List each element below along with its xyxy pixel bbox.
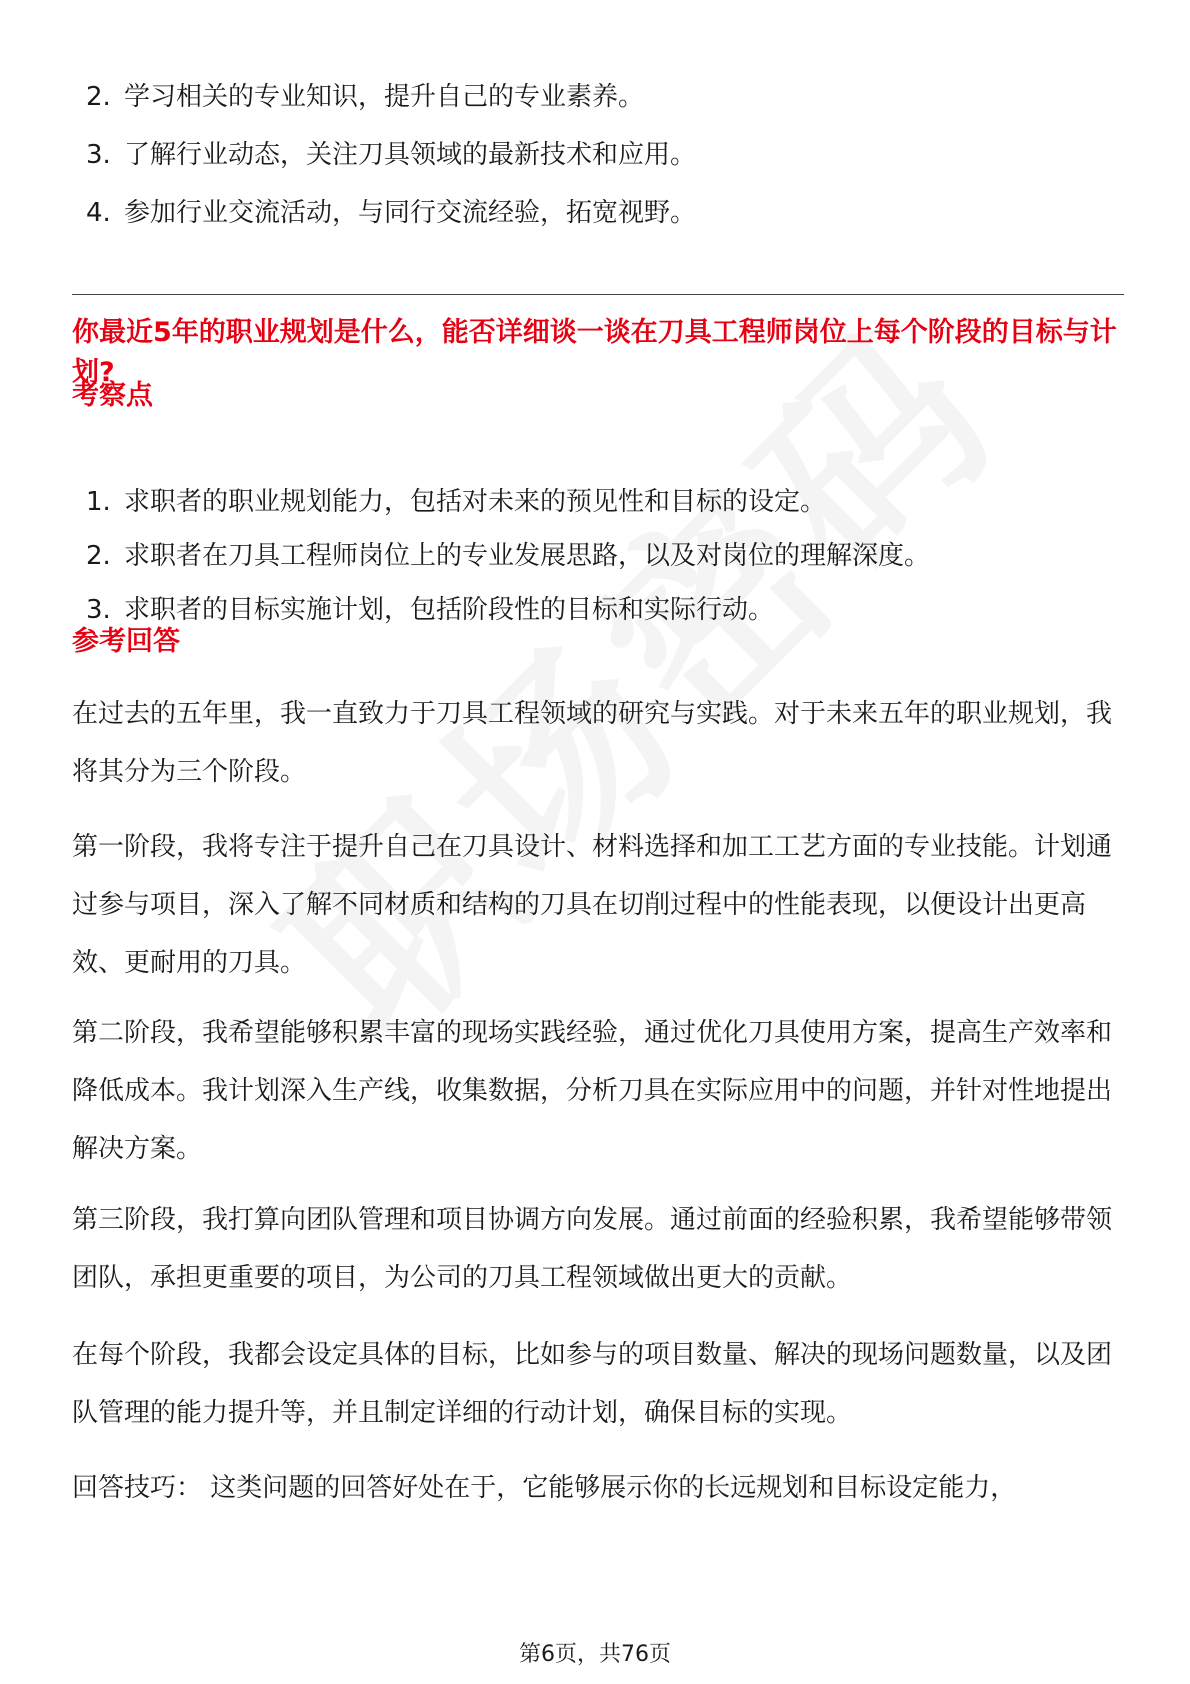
list-number: 2. [86, 82, 111, 112]
list-number: 3. [86, 595, 111, 625]
answer-paragraph: 在每个阶段，我都会设定具体的目标，比如参与的项目数量、解决的现场问题数量，以及团队管理的能力提升等，并且制定详细的行动计划，确保目标的实现。 [72, 1340, 1113, 1428]
list-number: 3. [86, 140, 111, 170]
list-text: 求职者的目标实施计划，包括阶段性的目标和实际行动。 [124, 595, 775, 625]
answer-heading: 参考回答 [72, 626, 180, 657]
list-number: 4. [86, 198, 111, 228]
list-text: 学习相关的专业知识，提升自己的专业素养。 [124, 82, 645, 112]
question-title: 你最近5年的职业规划是什么，能否详细谈一谈在刀具工程师岗位上每个阶段的目标与计划? [72, 317, 1117, 388]
page-footer: 第6页，共76页 [519, 1642, 671, 1667]
answer-paragraph: 第三阶段，我打算向团队管理和项目协调方向发展。通过前面的经验积累，我希望能够带领团队，承担更重要的项目，为公司的刀具工程领域做出更大的贡献。 [72, 1205, 1113, 1293]
list-item [86, 483, 930, 537]
list-number: 2. [86, 541, 111, 571]
section-divider [72, 294, 1124, 295]
list-number: 1. [86, 487, 111, 517]
list-text: 求职者在刀具工程师岗位上的专业发展思路，以及对岗位的理解深度。 [124, 541, 931, 571]
answer-paragraph: 第一阶段，我将专注于提升自己在刀具设计、材料选择和加工工艺方面的专业技能。计划通过参与项目，深入了解不同材质和结构的刀具在切削过程中的性能表现，以便设计出更高效、更耐用的刀具。 [72, 832, 1113, 978]
list-item [86, 194, 696, 252]
previous-answer-list [86, 78, 696, 252]
answer-paragraph: 第二阶段，我希望能够积累丰富的现场实践经验，通过优化刀具使用方案，提高生产效率和降低成本。我计划深入生产线，收集数据，分析刀具在实际应用中的问题，并针对性地提出解决方案。 [72, 1018, 1113, 1164]
list-text: 求职者的职业规划能力，包括对未来的预见性和目标的设定。 [124, 487, 827, 517]
kaocha-heading: 考察点 [72, 380, 153, 411]
list-text: 参加行业交流活动，与同行交流经验，拓宽视野。 [124, 198, 697, 228]
kaocha-list [86, 483, 930, 645]
list-item [86, 537, 930, 591]
list-text: 了解行业动态，关注刀具领域的最新技术和应用。 [124, 140, 697, 170]
list-item [86, 136, 696, 194]
list-item [86, 78, 696, 136]
answer-tip: 回答技巧： 这类问题的回答好处在于，它能够展示你的长远规划和目标设定能力， [72, 1473, 1017, 1503]
list-item [86, 591, 930, 645]
answer-paragraph: 在过去的五年里，我一直致力于刀具工程领域的研究与实践。对于未来五年的职业规划，我将其分为三个阶段。 [72, 699, 1113, 787]
